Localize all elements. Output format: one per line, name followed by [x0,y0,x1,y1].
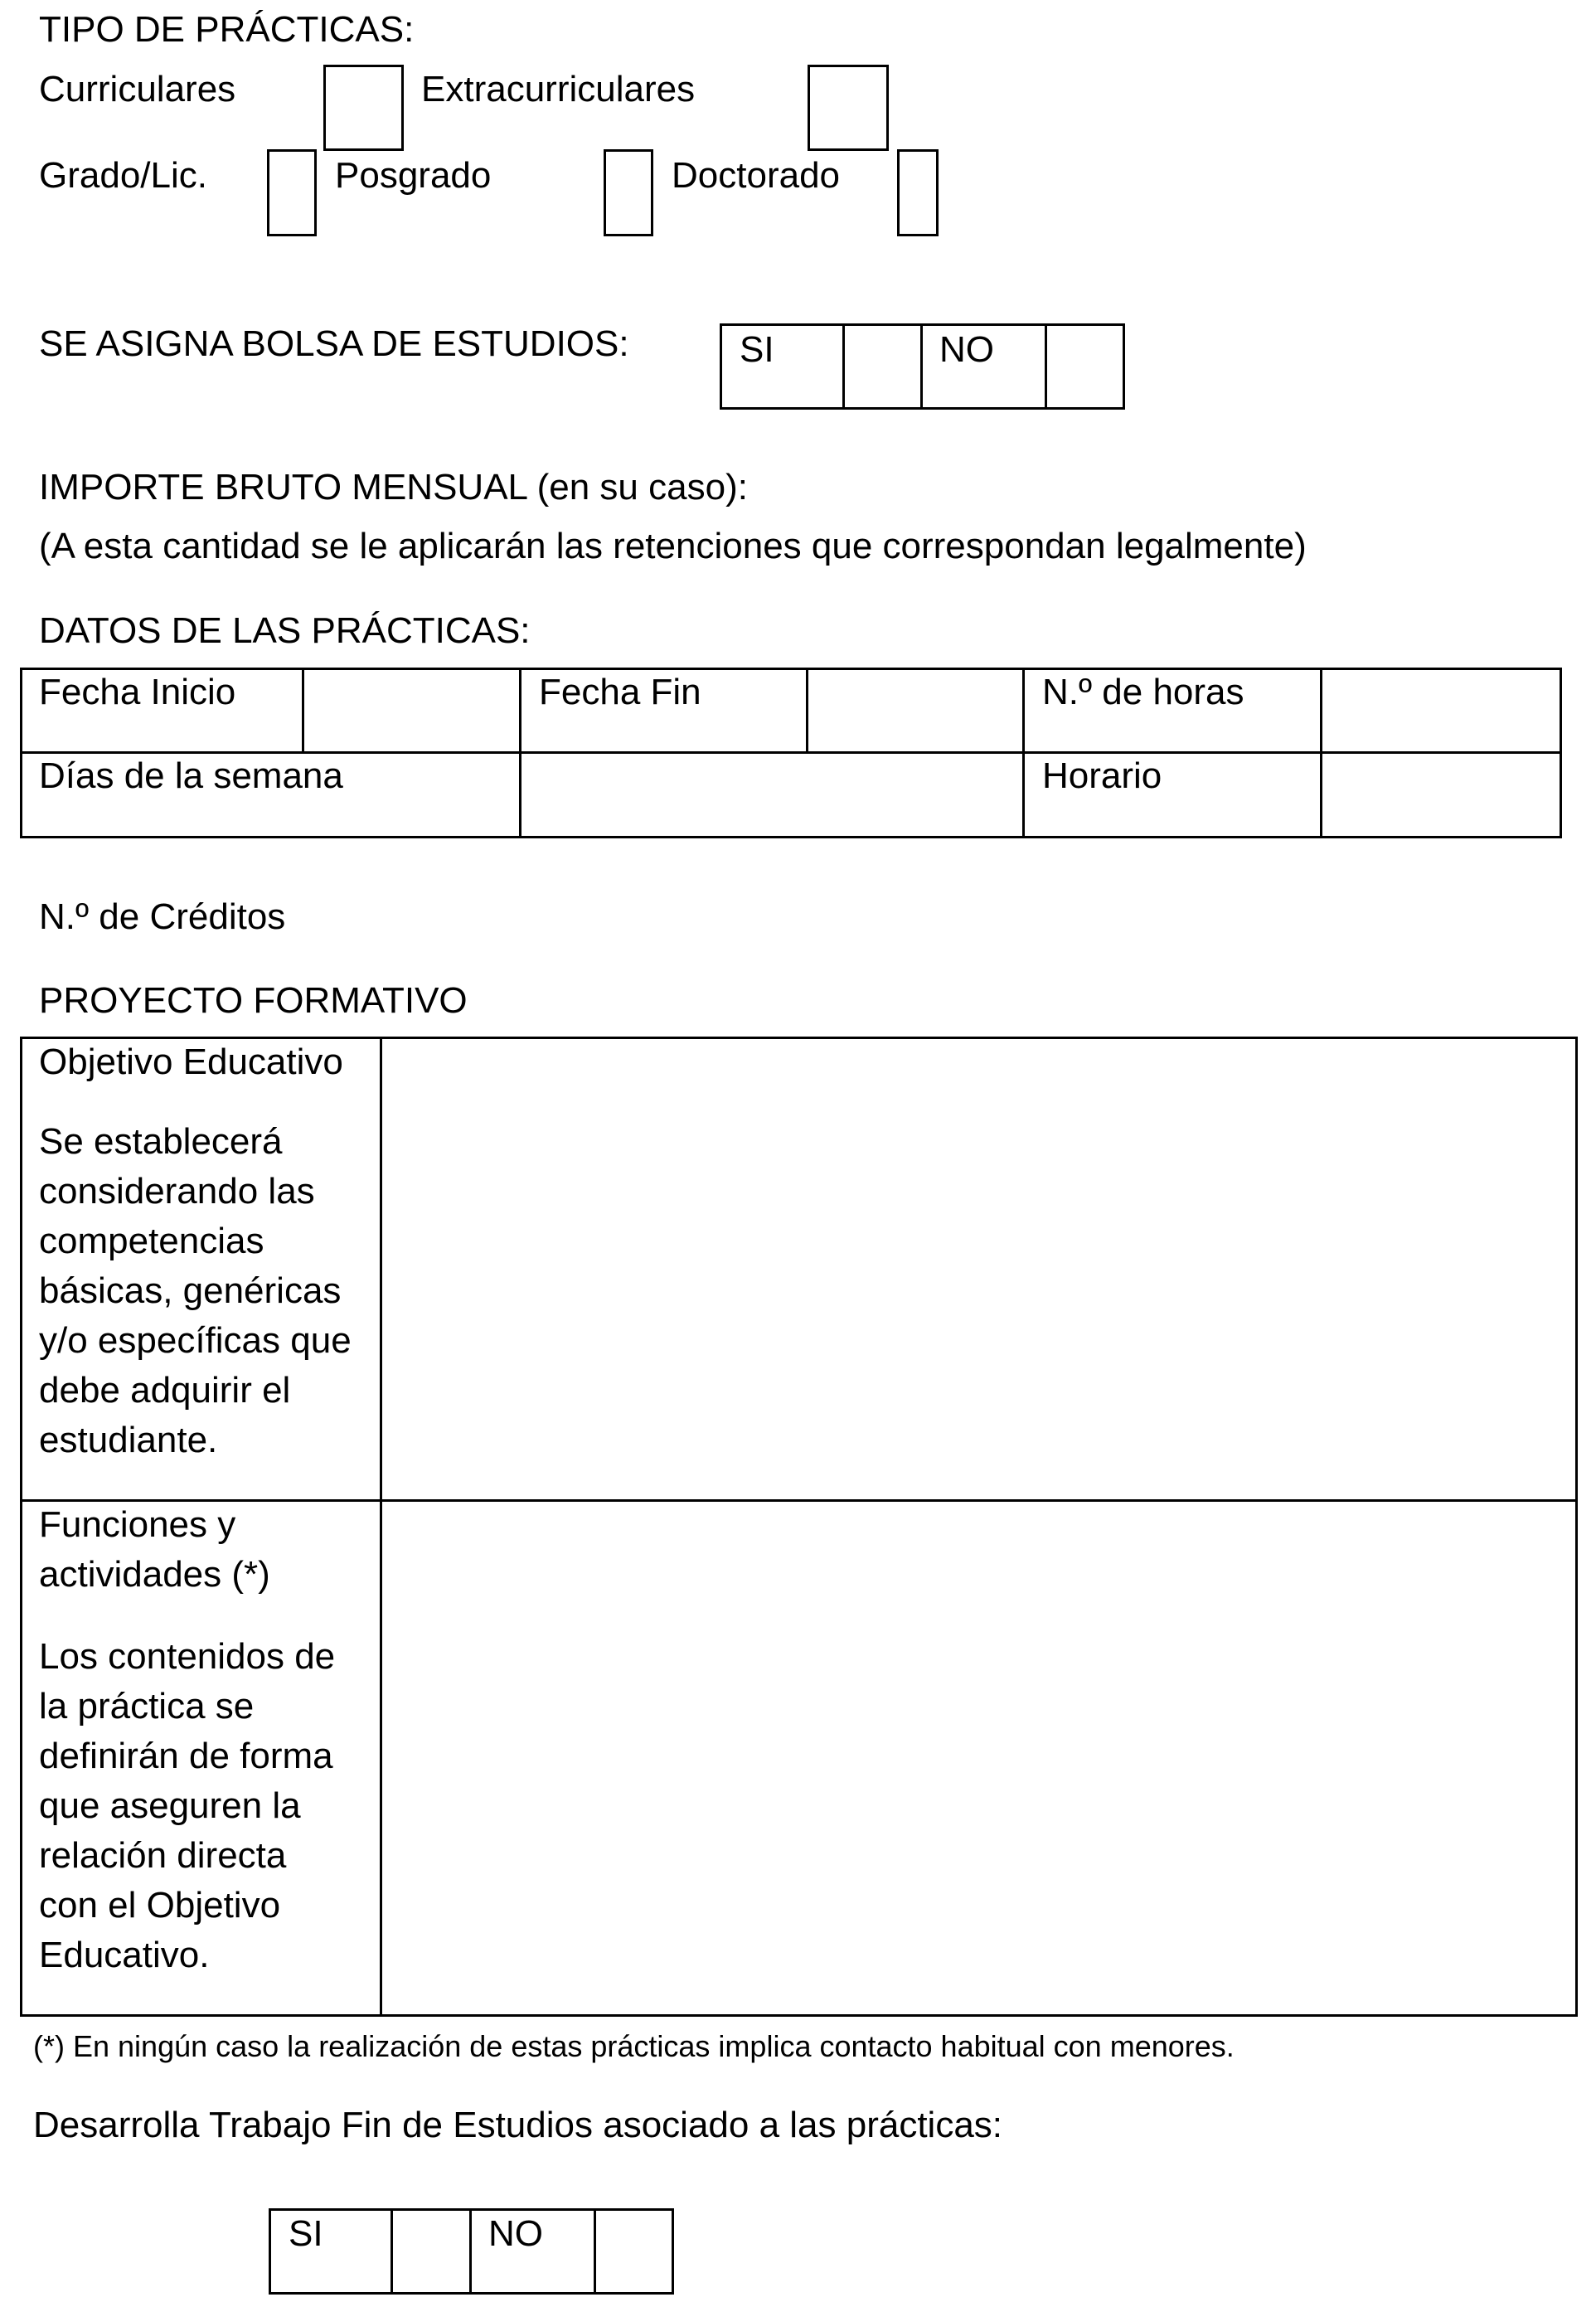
bolsa-si-checkbox[interactable] [845,326,920,407]
funciones-desc-line: la práctica se [39,1686,255,1726]
funciones-label-line: actividades (*) [39,1554,270,1595]
funciones-desc-line: Los contenidos de [39,1636,336,1677]
curriculares-checkbox[interactable] [323,65,404,151]
tfe-no-checkbox[interactable] [596,2211,672,2292]
objetivo-desc-line: competencias [39,1221,264,1261]
grado-checkbox[interactable] [267,149,317,236]
tipo-title: TIPO DE PRÁCTICAS: [39,9,415,50]
dias-field[interactable] [521,754,1022,836]
posgrado-label: Posgrado [335,155,492,196]
horario-field[interactable] [1322,754,1560,836]
objetivo-desc-line: estudiante. [39,1420,218,1460]
doctorado-label: Doctorado [672,155,841,196]
importe-label: IMPORTE BRUTO MENSUAL (en su caso): [39,467,748,508]
funciones-desc-line: con el Objetivo [39,1885,281,1926]
bolsa-divider [920,323,923,410]
tfe-si-label: SI [289,2213,323,2254]
doctorado-checkbox[interactable] [897,149,939,236]
footnote: (*) En ningún caso la realización de estas prácticas implica contacto habitual con menores. [33,2029,1235,2063]
tfe-label: Desarrolla Trabajo Fin de Estudios asociado a las prácticas: [33,2105,1003,2145]
curriculares-label: Curriculares [39,69,236,109]
funciones-field[interactable] [382,1502,1575,2014]
creditos-label: N.º de Créditos [39,896,286,937]
fecha-inicio-field[interactable] [304,670,519,751]
funciones-label-line: Funciones y [39,1504,236,1545]
extracurriculares-checkbox[interactable] [808,65,889,151]
posgrado-checkbox[interactable] [604,149,653,236]
funciones-label [39,1500,270,1600]
importe-note: (A esta cantidad se le aplicarán las retenciones que correspondan legalmente) [39,526,1307,566]
objetivo-desc-line: considerando las [39,1171,315,1212]
funciones-desc-line: Educativo. [39,1935,210,1975]
fecha-fin-field[interactable] [808,670,1022,751]
funciones-desc-line: que aseguren la [39,1785,301,1826]
bolsa-si-label: SI [740,329,774,370]
objetivo-label: Objetivo Educativo [39,1042,343,1082]
bolsa-label: SE ASIGNA BOLSA DE ESTUDIOS: [39,323,629,364]
grado-label: Grado/Lic. [39,155,207,196]
tfe-no-label: NO [488,2213,543,2254]
horario-label: Horario [1042,755,1162,796]
horas-field[interactable] [1322,670,1560,751]
objetivo-desc-line: básicas, genéricas [39,1270,342,1311]
fecha-fin-label: Fecha Fin [539,672,701,712]
objetivo-field[interactable] [382,1039,1575,1499]
extracurriculares-label: Extracurriculares [421,69,696,109]
objetivo-desc-line: y/o específicas que [39,1320,352,1361]
dias-label: Días de la semana [39,755,343,796]
objetivo-desc-line: Se establecerá [39,1121,283,1162]
objetivo-description [39,1117,352,1465]
datos-title: DATOS DE LAS PRÁCTICAS: [39,610,531,651]
tfe-si-checkbox[interactable] [393,2211,469,2292]
tfe-divider [469,2208,472,2295]
fecha-inicio-label: Fecha Inicio [39,672,236,712]
bolsa-no-label: NO [939,329,994,370]
funciones-desc-line: relación directa [39,1835,287,1876]
funciones-desc-line: definirán de forma [39,1736,333,1776]
bolsa-no-checkbox[interactable] [1047,326,1123,407]
funciones-description [39,1632,335,1980]
proyecto-title: PROYECTO FORMATIVO [39,980,468,1021]
horas-label: N.º de horas [1042,672,1244,712]
datos-col-divider [1022,668,1025,838]
objetivo-desc-line: debe adquirir el [39,1370,291,1411]
